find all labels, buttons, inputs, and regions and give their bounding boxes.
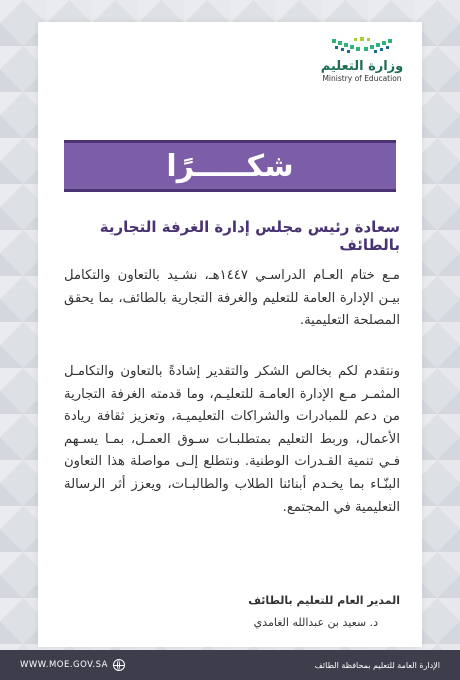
banner-title: شكـــــرًا — [166, 148, 294, 184]
logo-arabic-name: وزارة التعليم — [320, 59, 404, 74]
website-url[interactable]: WWW.MOE.GOV.SA — [20, 660, 108, 670]
globe-icon — [113, 659, 125, 671]
letter-card — [38, 22, 422, 647]
logo-english-name: Ministry of Education — [322, 74, 402, 83]
footer-department: الإدارة العامة للتعليم بمحافظة الطائف — [314, 660, 440, 670]
ministry-logo — [320, 36, 404, 116]
paragraph-1: مـع ختام العـام الدراسـي ١٤٤٧هـ، نشـيد بالتعاون والتكامل بيـن الإدارة العامة للتعليم والغرفة التجارية بالطائف، بما يحقق المصلحة التعليمية. — [64, 268, 400, 329]
footer-bar — [0, 650, 460, 680]
recipient-line: سعادة رئيس مجلس إدارة الغرفة التجارية بالطائف — [99, 218, 400, 254]
paragraph-2: ونتقدم لكم بخالص الشكر والتقدير إشادةً بالتعاون والتكامـل المثمـر مـع الإدارة العامـة للتعليـم، وما قدمته الغرفة التجارية من دعم للمبادرات والشراكات التعليميـة، وتعزيز ثقافة ريادة الأعمال، وربط التعليم بمتطلبـات سـوق العمـل، بمـا يسـهم فـي تنمية القـدرات الوطنية. ونتطلع إلـى مواصلة هذا التعاون البنّـاء بما يخـدم أبنائنا الطلاب والطالبـات، ويعزز أثر الرسالة التعليمية في المجتمع. — [64, 364, 400, 515]
signature-title: المدير العام للتعليم بالطائف — [248, 594, 400, 607]
footer-website[interactable] — [20, 659, 125, 671]
thanks-banner — [64, 140, 396, 192]
ministry-emblem-icon — [330, 36, 394, 56]
signature-name: د. سعيد بن عبدالله الغامدي — [253, 616, 378, 629]
